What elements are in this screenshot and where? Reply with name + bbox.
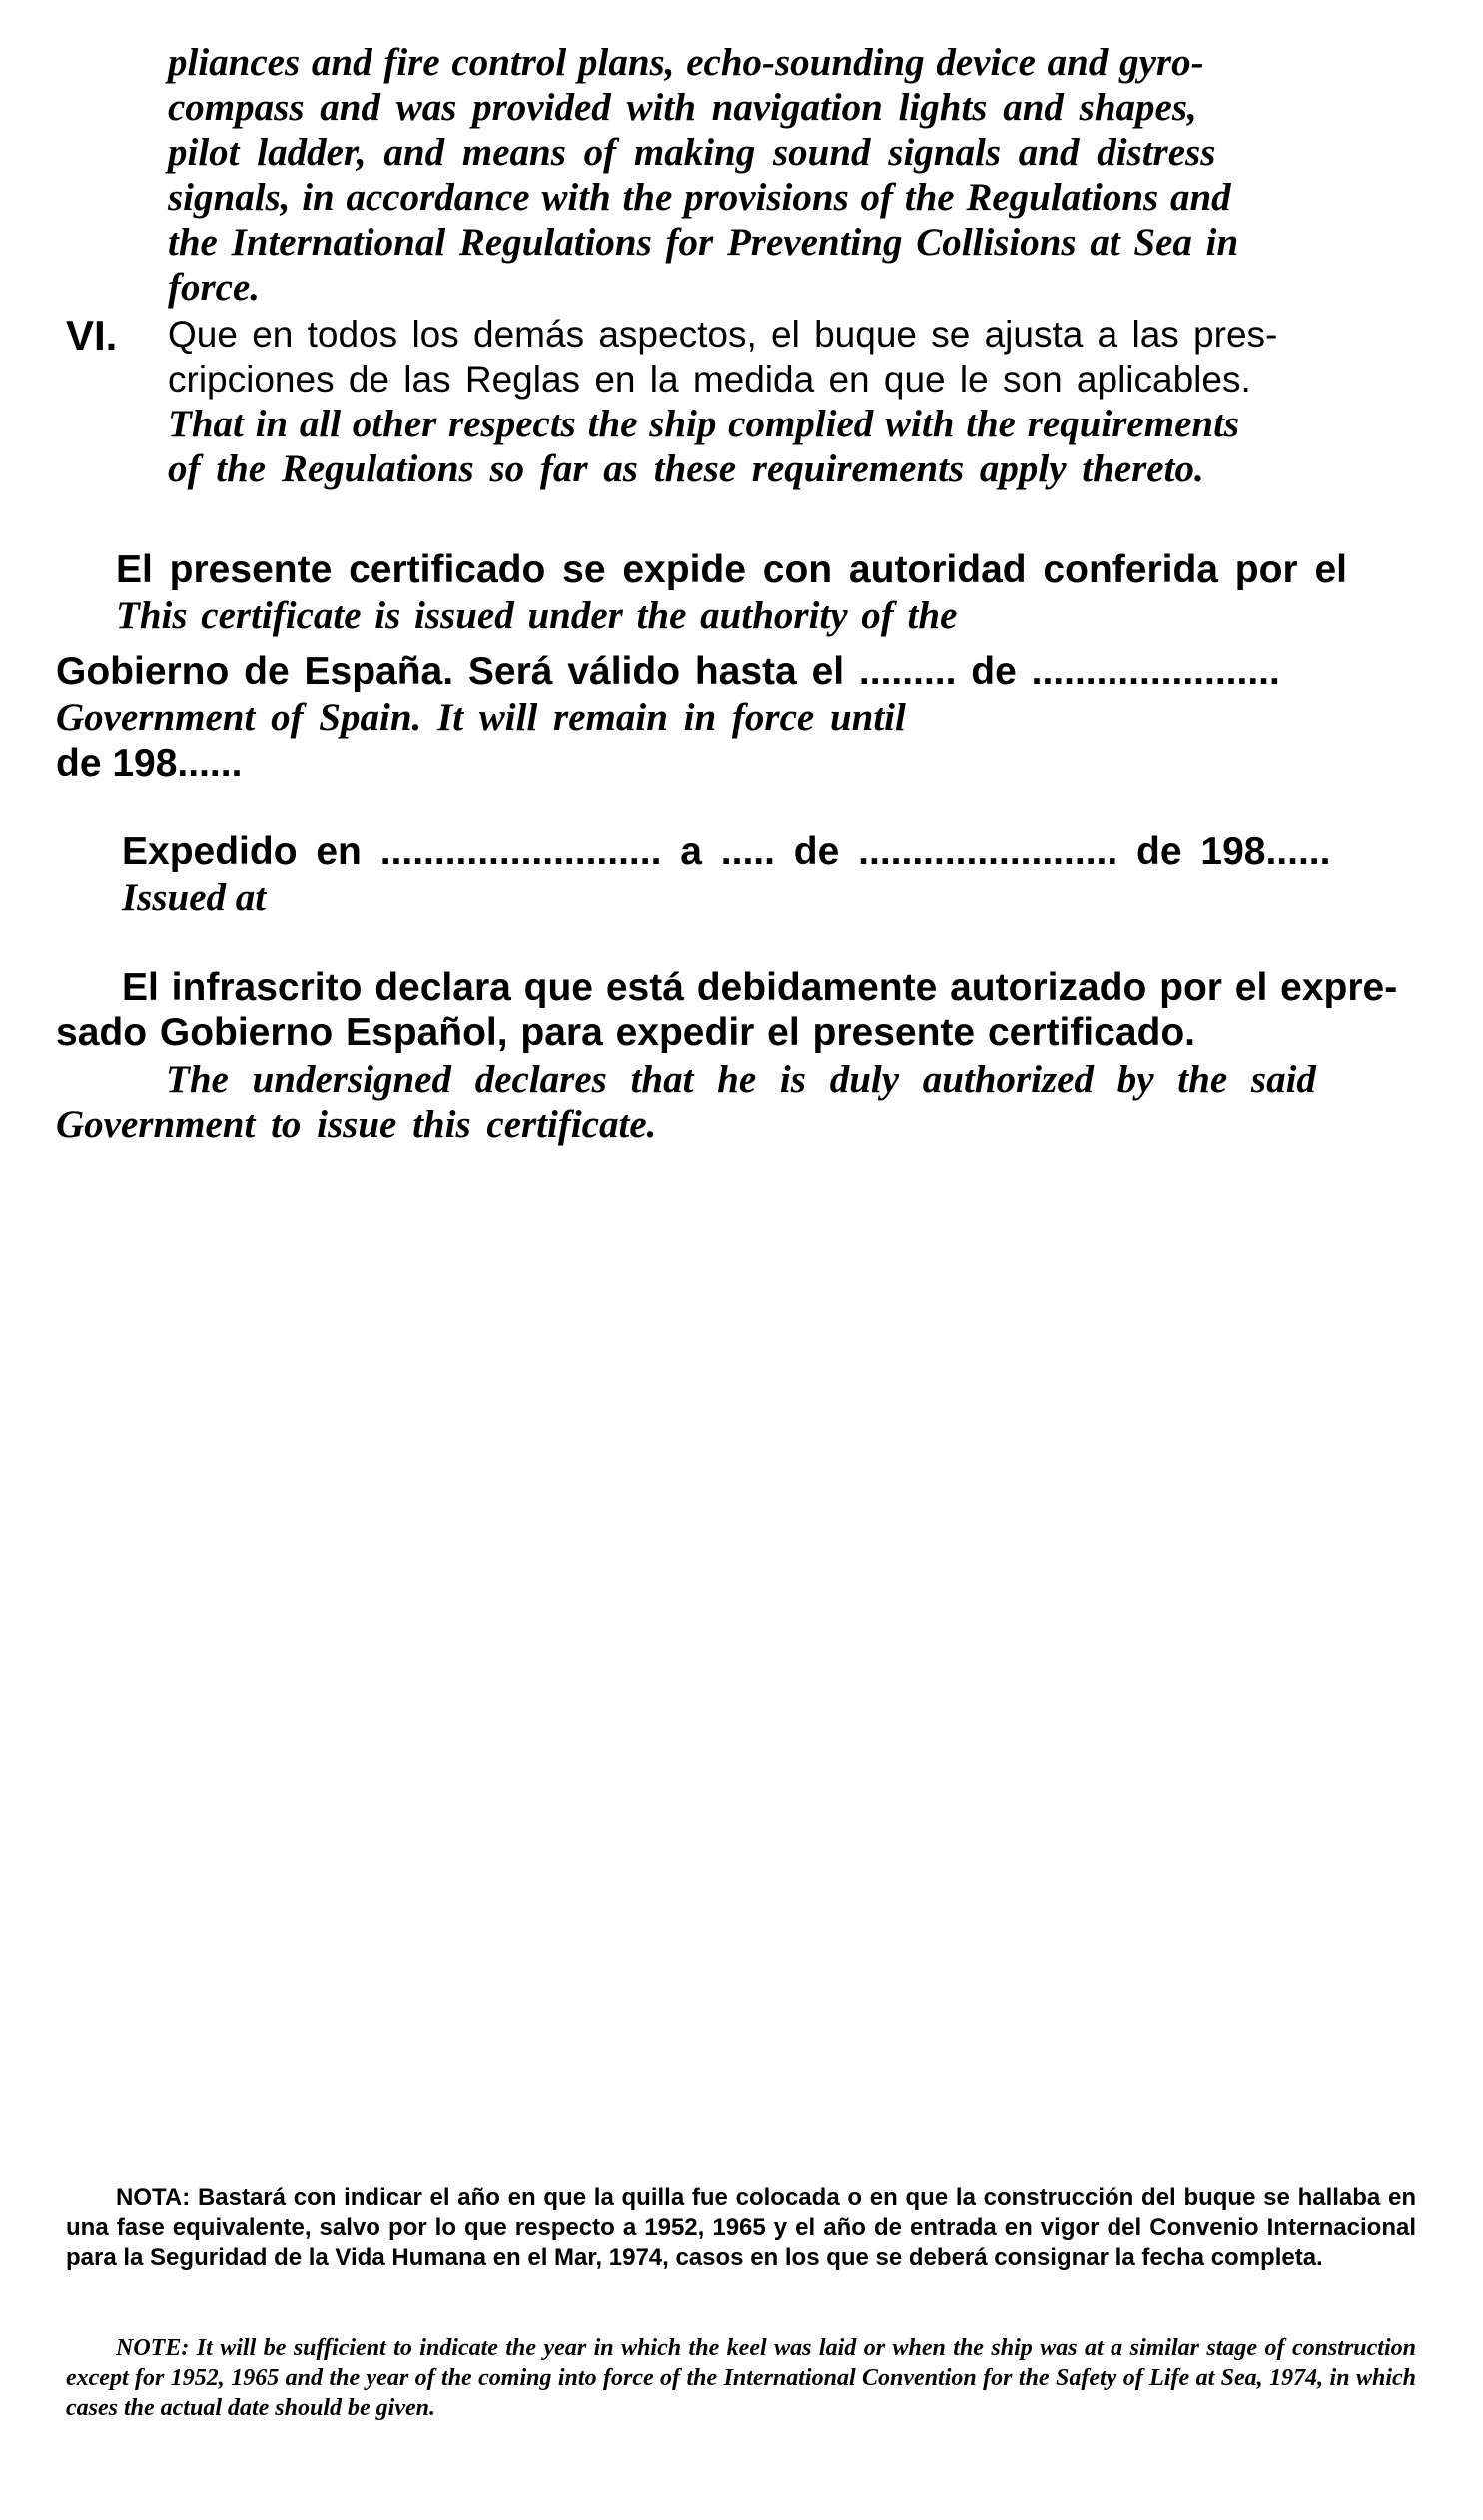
text-line: The undersigned declares that he is duly authorized by the said	[166, 1058, 1316, 1101]
declaration-english	[56, 1057, 1424, 1147]
text-line: of the Regulations so far as these requirements apply thereto.	[168, 447, 1204, 490]
text-line: cripciones de las Reglas en la medida en que le son aplicables.	[168, 359, 1251, 400]
text-line: compass and was provided with navigation lights and shapes,	[168, 86, 1197, 129]
text-line: the International Regulations for Preventing Collisions at Sea in	[168, 221, 1239, 264]
footnote-english	[66, 2333, 1416, 2423]
footnote-text: It will be sufficient to indicate the year in which the keel was laid or when the ship was at a similar stage of construction except for 1952, 1965 and the year of the coming into force of the International Convention for the Safety of Life at Sea, 1974, in which cases the actual date should be given.	[66, 2335, 1416, 2421]
footnote-spanish	[66, 2183, 1416, 2273]
authority-spanish-2: Gobierno de España. Será válido hasta el ......... de .......................	[56, 650, 1280, 693]
authority-english-2: Government of Spain. It will remain in force until	[56, 696, 906, 739]
section-vi-spanish	[168, 312, 1416, 402]
text-line: pliances and fire control plans, echo-sounding device and gyro-	[168, 41, 1204, 84]
text-line: El infrascrito declara que está debidamente autorizado por el expre-	[122, 966, 1398, 1009]
authority-spanish-3: de 198......	[56, 742, 243, 785]
declaration-spanish	[56, 965, 1424, 1055]
authority-english-1: This certificate is issued under the authority of the	[116, 594, 958, 637]
authority-spanish-1: El presente certificado se expide con autoridad conferida por el	[116, 548, 1347, 591]
section-v-continuation	[168, 40, 1416, 310]
text-line: Government to issue this certificate.	[56, 1103, 657, 1146]
section-number: VI.	[66, 312, 118, 359]
text-line: pilot ladder, and means of making sound signals and distress	[168, 131, 1216, 174]
text-line: force.	[168, 266, 261, 309]
text-line: signals, in accordance with the provisions of the Regulations and	[168, 176, 1231, 219]
footnote-label: NOTE:	[116, 2335, 190, 2361]
section-vi-english	[168, 402, 1416, 491]
text-line: sado Gobierno Español, para expedir el presente certificado.	[56, 1011, 1196, 1054]
issued-spanish: Expedido en .......................... a ..... de ........................ de 198......	[122, 830, 1331, 873]
text-line: Que en todos los demás aspectos, el buque se ajusta a las pres-	[168, 314, 1278, 355]
footnote-label: NOTA:	[116, 2184, 191, 2211]
footnote-text: Bastará con indicar el año en que la quilla fue colocada o en que la construcción del buque se hallaba en una fase equivalente, salvo por lo que respecto a 1952, 1965 y el año de entrada en vigor del Convenio Internacional para la Seguridad de la Vida Humana en el Mar, 1974, casos en los que se deberá consignar la fecha completa.	[66, 2184, 1417, 2271]
text-line: That in all other respects the ship complied with the requirements	[168, 403, 1240, 445]
issued-english: Issued at	[122, 876, 267, 919]
